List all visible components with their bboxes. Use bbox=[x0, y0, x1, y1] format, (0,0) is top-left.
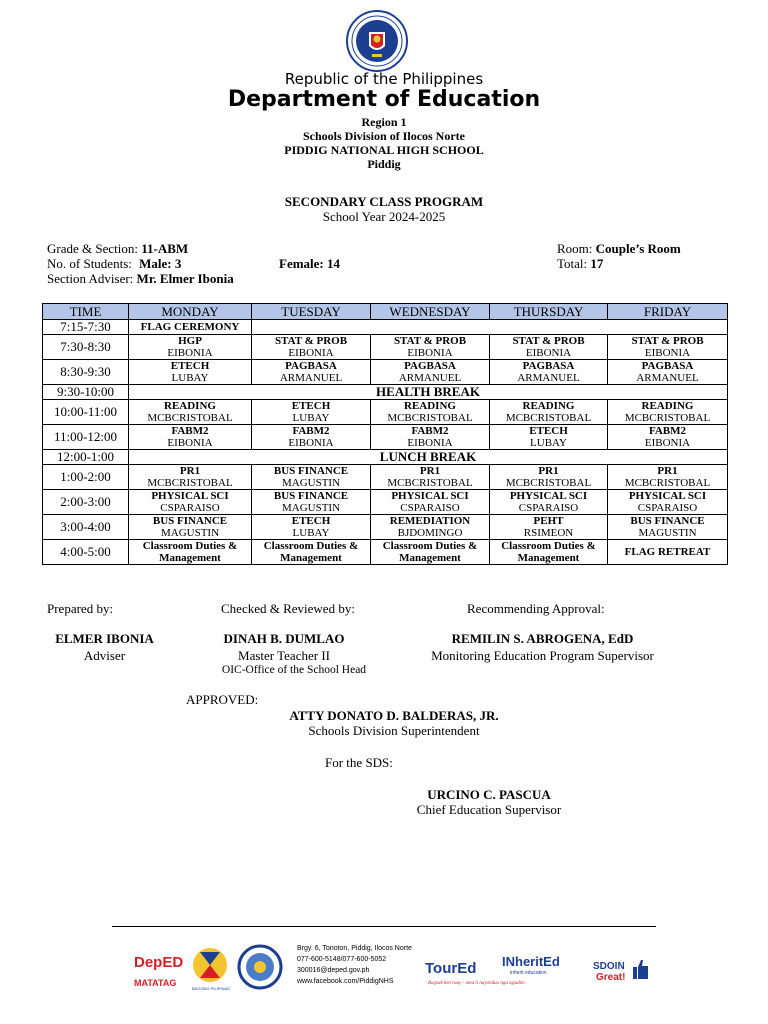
footer-logos bbox=[130, 940, 660, 1002]
female-count-wrap bbox=[279, 256, 340, 272]
subject-cell bbox=[129, 335, 252, 360]
subject-cell bbox=[608, 400, 728, 425]
time-cell: 10:00-11:00 bbox=[43, 400, 129, 425]
subject-name: BUS FINANCE bbox=[152, 515, 228, 527]
subject-cell bbox=[252, 465, 371, 490]
room-value: Couple’s Room bbox=[595, 241, 681, 256]
teacher-name: MCBCRISTOBAL bbox=[387, 477, 473, 489]
teacher-name: LUBAY bbox=[292, 527, 330, 539]
subject-name: PHYSICAL SCI bbox=[151, 490, 229, 502]
time-cell: 8:30-9:30 bbox=[43, 360, 129, 385]
subject-name: PR1 bbox=[179, 465, 201, 477]
subject-cell bbox=[490, 515, 608, 540]
approved-name: ATTY DONATO D. BALDERAS, JR. bbox=[289, 708, 499, 723]
recommending-name: REMILIN S. ABROGENA, EdD bbox=[451, 631, 634, 646]
column-header: TUESDAY bbox=[252, 304, 371, 320]
teacher-name: MCBCRISTOBAL bbox=[147, 477, 233, 489]
bagong-pilipinas-logo bbox=[192, 948, 230, 991]
subject-cell bbox=[129, 490, 252, 515]
teacher-name: Management bbox=[159, 552, 221, 564]
column-header: THURSDAY bbox=[490, 304, 608, 320]
checked-subtitle: OIC-Office of the School Head bbox=[221, 664, 367, 676]
for-sds-label: For the SDS: bbox=[325, 755, 393, 770]
bagong-pilipinas-text: BAGONG PILIPINAS bbox=[192, 986, 230, 991]
subject-name: ETECH bbox=[291, 400, 331, 412]
subject-cell bbox=[371, 490, 490, 515]
inherited-logo bbox=[502, 954, 560, 976]
great-text: Great! bbox=[596, 972, 626, 983]
subject-cell bbox=[252, 335, 371, 360]
teacher-name: LUBAY bbox=[171, 372, 209, 384]
teacher-name: ARMANUEL bbox=[398, 372, 462, 384]
teacher-name: Management bbox=[280, 552, 342, 564]
school-seal-logo bbox=[239, 946, 281, 988]
town-label: Piddig bbox=[367, 157, 401, 171]
table-header-row bbox=[43, 304, 728, 320]
subject-name: READING bbox=[641, 400, 694, 412]
subject-name: PAGBASA bbox=[641, 360, 694, 372]
subject-name: ETECH bbox=[170, 360, 210, 372]
section-adviser bbox=[47, 271, 234, 287]
subject-name: Classroom Duties & bbox=[263, 540, 359, 552]
subject-name: BUS FINANCE bbox=[273, 490, 349, 502]
subject-name: Classroom Duties & bbox=[142, 540, 238, 552]
subject-cell bbox=[490, 400, 608, 425]
email-text: 300016@deped.gov.ph bbox=[297, 967, 370, 974]
subject-name: READING bbox=[404, 400, 456, 412]
subject-cell bbox=[252, 490, 371, 515]
table-row bbox=[43, 360, 728, 385]
subject-cell bbox=[608, 335, 728, 360]
class-schedule-table bbox=[42, 303, 728, 565]
subject-name: PR1 bbox=[538, 465, 559, 477]
students-label: No. of Students: bbox=[47, 256, 132, 271]
deped-matatag-logo bbox=[134, 954, 183, 988]
subject-cell bbox=[608, 360, 728, 385]
teacher-name: MAGUSTIN bbox=[160, 527, 220, 539]
column-header: MONDAY bbox=[129, 304, 252, 320]
adviser-value: Mr. Elmer Ibonia bbox=[136, 271, 234, 286]
subject-name: HGP bbox=[178, 335, 202, 347]
inherited-subtext: inherit education bbox=[510, 970, 547, 976]
subject-cell bbox=[371, 540, 490, 565]
empty-cell bbox=[252, 320, 728, 335]
teacher-name: ARMANUEL bbox=[636, 372, 699, 384]
teacher-name: MCBCRISTOBAL bbox=[505, 412, 592, 424]
inherited-text: INheritEd bbox=[502, 954, 560, 969]
teacher-name: EIBONIA bbox=[288, 347, 334, 359]
subject-cell bbox=[252, 515, 371, 540]
department-heading: Department of Education bbox=[227, 87, 541, 112]
subject-name: ETECH bbox=[529, 425, 568, 437]
sds-name: URCINO C. PASCUA bbox=[427, 787, 551, 802]
address-text: Brgy. 6, Tonoton, Piddig, Ilocos Norte bbox=[297, 945, 412, 952]
subject-cell bbox=[129, 465, 252, 490]
subject-cell bbox=[371, 335, 490, 360]
teacher-name: MAGUSTIN bbox=[281, 477, 341, 489]
contact-info bbox=[296, 945, 412, 985]
sdoin-text: SDOIN bbox=[593, 961, 625, 972]
room bbox=[557, 241, 681, 257]
subject-cell bbox=[252, 360, 371, 385]
subject-cell bbox=[490, 425, 608, 450]
teacher-name: MCBCRISTOBAL bbox=[147, 412, 233, 424]
thumbs-up-icon bbox=[633, 960, 648, 979]
teacher-name: RSIMEON bbox=[523, 527, 574, 539]
adviser-label: Section Adviser: bbox=[47, 271, 134, 286]
school-year: School Year 2024-2025 bbox=[322, 209, 446, 224]
table-row bbox=[43, 465, 728, 490]
teacher-name: EIBONIA bbox=[525, 347, 572, 359]
subject-cell bbox=[129, 515, 252, 540]
grade-value: 11-ABM bbox=[141, 241, 189, 256]
teacher-name: CSPARAISO bbox=[518, 502, 579, 514]
teacher-name: MCBCRISTOBAL bbox=[387, 412, 473, 424]
teacher-name: EIBONIA bbox=[644, 347, 691, 359]
prepared-by-label: Prepared by: bbox=[47, 601, 114, 616]
total-value: 17 bbox=[590, 256, 604, 271]
teacher-name: CSPARAISO bbox=[637, 502, 698, 514]
break-row bbox=[43, 450, 728, 465]
time-cell: 2:00-3:00 bbox=[43, 490, 129, 515]
subject-cell bbox=[490, 465, 608, 490]
teacher-name: EIBONIA bbox=[644, 437, 691, 449]
subject-name: STAT & PROB bbox=[512, 335, 585, 347]
grade-section bbox=[47, 241, 188, 257]
region-label: Region 1 bbox=[361, 115, 407, 129]
flag-ceremony-label: FLAG CEREMONY bbox=[129, 320, 252, 335]
subject-name: PAGBASA bbox=[522, 360, 575, 372]
table-row bbox=[43, 490, 728, 515]
subject-cell bbox=[129, 425, 252, 450]
checked-title: Master Teacher II bbox=[238, 648, 330, 663]
subject-cell bbox=[608, 425, 728, 450]
school-name: PIDDIG NATIONAL HIGH SCHOOL bbox=[284, 143, 484, 157]
checked-by-label: Checked & Reviewed by: bbox=[221, 601, 355, 616]
table-row bbox=[43, 335, 728, 360]
total bbox=[557, 256, 603, 272]
column-header: WEDNESDAY bbox=[371, 304, 490, 320]
recommending-label: Recommending Approval: bbox=[467, 601, 605, 616]
break-row bbox=[43, 385, 728, 400]
subject-name: PHYSICAL SCI bbox=[391, 490, 469, 502]
teacher-name: CSPARAISO bbox=[400, 502, 460, 514]
subject-name: STAT & PROB bbox=[393, 335, 467, 347]
table-row bbox=[43, 515, 728, 540]
deped-seal-logo bbox=[342, 10, 412, 72]
teacher-name: ARMANUEL bbox=[517, 372, 580, 384]
subject-name: REMEDIATION bbox=[389, 515, 471, 527]
division-label: Schools Division of Ilocos Norte bbox=[303, 129, 465, 143]
subject-name: PHYSICAL SCI bbox=[628, 490, 707, 502]
deped-logo-text: DepED bbox=[134, 954, 184, 971]
toured-text: TourEd bbox=[425, 960, 477, 977]
subject-name: ETECH bbox=[291, 515, 331, 527]
table-row bbox=[43, 400, 728, 425]
teacher-name: EIBONIA bbox=[167, 347, 213, 359]
teacher-name: CSPARAISO bbox=[160, 502, 220, 514]
subject-cell bbox=[608, 465, 728, 490]
subject-cell bbox=[371, 400, 490, 425]
toured-tagline: Ragsak ken ruay - ama ti nayonduo nga agsuble. bbox=[428, 981, 526, 986]
prepared-title: Adviser bbox=[83, 648, 126, 663]
table-row bbox=[43, 540, 728, 565]
checked-name: DINAH B. DUMLAO bbox=[223, 631, 345, 646]
subject-cell bbox=[371, 515, 490, 540]
subject-cell bbox=[371, 360, 490, 385]
time-cell: 9:30-10:00 bbox=[43, 385, 129, 400]
flag-ceremony-row bbox=[43, 320, 728, 335]
teacher-name: MAGUSTIN bbox=[638, 527, 697, 539]
time-cell: 7:15-7:30 bbox=[43, 320, 129, 335]
subject-name: PAGBASA bbox=[404, 360, 456, 372]
time-cell: 1:00-2:00 bbox=[43, 465, 129, 490]
teacher-name: ARMANUEL bbox=[279, 372, 343, 384]
subject-name: PR1 bbox=[419, 465, 441, 477]
teacher-name: EIBONIA bbox=[407, 437, 453, 449]
subject-name: PHYSICAL SCI bbox=[509, 490, 588, 502]
students-count bbox=[47, 256, 181, 272]
subject-cell bbox=[490, 540, 608, 565]
time-cell: 7:30-8:30 bbox=[43, 335, 129, 360]
subject-cell bbox=[129, 540, 252, 565]
footer-divider bbox=[112, 926, 656, 927]
phone-text: 077-600-5148/077-600-5052 bbox=[297, 956, 387, 963]
sds-title: Chief Education Supervisor bbox=[416, 802, 562, 817]
approved-label: APPROVED: bbox=[186, 692, 259, 707]
teacher-name: MAGUSTIN bbox=[281, 502, 341, 514]
subject-cell bbox=[129, 360, 252, 385]
subject-name: FABM2 bbox=[292, 425, 330, 437]
subject-name: FABM2 bbox=[648, 425, 687, 437]
subject-name: Classroom Duties & bbox=[501, 540, 596, 552]
subject-cell bbox=[371, 465, 490, 490]
subject-name: PEHT bbox=[533, 515, 564, 527]
break-label: LUNCH BREAK bbox=[129, 450, 728, 465]
time-cell: 11:00-12:00 bbox=[43, 425, 129, 450]
column-header: FRIDAY bbox=[608, 304, 728, 320]
break-label: HEALTH BREAK bbox=[129, 385, 728, 400]
table-row bbox=[43, 425, 728, 450]
subject-cell bbox=[608, 540, 728, 565]
column-header: TIME bbox=[43, 304, 129, 320]
facebook-text: www.facebook.com/PiddigNHS bbox=[297, 978, 394, 985]
teacher-name: Management bbox=[517, 552, 580, 564]
subject-cell bbox=[129, 400, 252, 425]
grade-label: Grade & Section: bbox=[47, 241, 138, 256]
teacher-name: Management bbox=[399, 552, 461, 564]
subject-name: FABM2 bbox=[171, 425, 209, 437]
subject-name: STAT & PROB bbox=[274, 335, 348, 347]
matatag-logo-text: MATATAG bbox=[134, 978, 177, 988]
subject-cell bbox=[371, 425, 490, 450]
teacher-name: LUBAY bbox=[292, 412, 330, 424]
total-label: Total: bbox=[557, 256, 588, 271]
program-title: SECONDARY CLASS PROGRAM bbox=[284, 194, 484, 209]
subject-name: STAT & PROB bbox=[631, 335, 704, 347]
teacher-name: EIBONIA bbox=[167, 437, 213, 449]
teacher-name: EIBONIA bbox=[407, 347, 453, 359]
subject-cell bbox=[608, 490, 728, 515]
subject-name: PR1 bbox=[657, 465, 678, 477]
republic-heading: Republic of the Philippines bbox=[284, 70, 484, 88]
subject-name: Classroom Duties & bbox=[382, 540, 478, 552]
subject-name: BUS FINANCE bbox=[630, 515, 705, 527]
subject-cell bbox=[252, 540, 371, 565]
subject-cell bbox=[490, 360, 608, 385]
subject-cell bbox=[252, 425, 371, 450]
time-cell: 4:00-5:00 bbox=[43, 540, 129, 565]
recommending-title: Monitoring Education Program Supervisor bbox=[431, 648, 654, 663]
teacher-name: LUBAY bbox=[530, 437, 567, 449]
subject-name: BUS FINANCE bbox=[273, 465, 349, 477]
teacher-name: BJDOMINGO bbox=[397, 527, 463, 539]
teacher-name: EIBONIA bbox=[288, 437, 334, 449]
subject-name: READING bbox=[164, 400, 216, 412]
subject-name: PAGBASA bbox=[285, 360, 337, 372]
time-cell: 12:00-1:00 bbox=[43, 450, 129, 465]
subject-cell bbox=[490, 490, 608, 515]
prepared-name: ELMER IBONIA bbox=[55, 631, 154, 646]
male-count: Male: 3 bbox=[139, 256, 182, 271]
sdoin-great-logo bbox=[593, 960, 648, 983]
subject-name: FLAG RETREAT bbox=[624, 546, 711, 558]
teacher-name: MCBCRISTOBAL bbox=[624, 477, 711, 489]
subject-name: FABM2 bbox=[411, 425, 449, 437]
subject-name: READING bbox=[522, 400, 575, 412]
time-cell: 3:00-4:00 bbox=[43, 515, 129, 540]
female-count: Female: 14 bbox=[279, 256, 341, 271]
subject-cell bbox=[490, 335, 608, 360]
room-label: Room: bbox=[557, 241, 593, 256]
approved-title: Schools Division Superintendent bbox=[308, 723, 480, 738]
teacher-name: MCBCRISTOBAL bbox=[624, 412, 711, 424]
subject-cell bbox=[608, 515, 728, 540]
teacher-name: MCBCRISTOBAL bbox=[505, 477, 592, 489]
subject-cell bbox=[252, 400, 371, 425]
